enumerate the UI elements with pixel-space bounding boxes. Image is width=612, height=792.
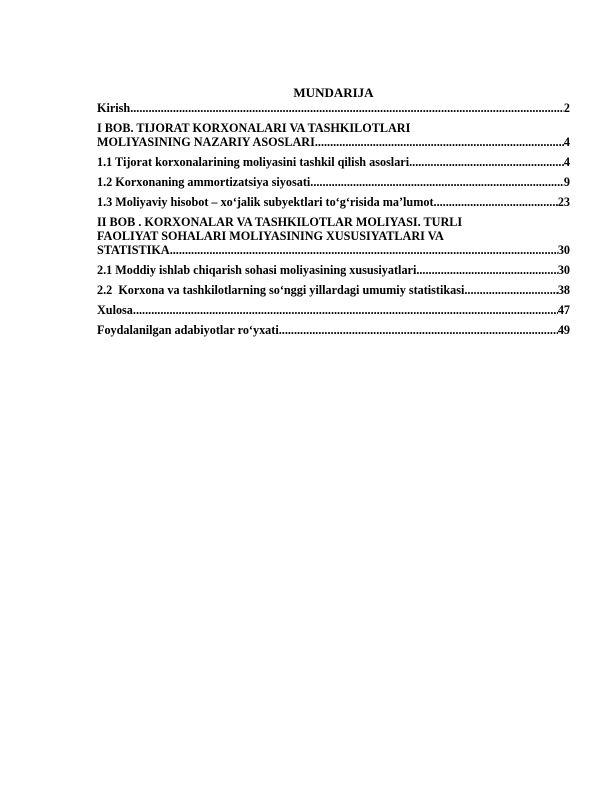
dot-leader	[416, 263, 557, 277]
toc-entry-references[interactable]	[97, 323, 570, 337]
toc-entry-label: Foydalanilgan adabiyotlar ro‘yxati	[97, 323, 279, 337]
toc-entry-label: 1.2 Korxonaning ammortizatsiya siyosati	[97, 175, 311, 189]
toc-entry-label: STATISTIKA	[97, 243, 170, 257]
toc-entry-section-1-3[interactable]	[97, 195, 570, 209]
toc-page-number: 38	[557, 283, 570, 297]
dot-leader	[409, 155, 564, 169]
dot-leader	[310, 175, 564, 189]
toc-entry-section-2-2[interactable]	[97, 283, 570, 297]
toc-entry-label: 2.1 Moddiy ishlab chiqarish sohasi moliyasining xususiyatlari	[97, 263, 417, 277]
toc-page-number: 49	[557, 323, 570, 337]
toc-entry-label: MOLIYASINING NAZARIY ASOSLARI	[97, 135, 315, 149]
toc-line	[97, 155, 570, 169]
toc-entry-introduction[interactable]	[97, 101, 570, 115]
toc-page-number: 4	[563, 135, 570, 149]
toc-page-number: 30	[557, 263, 570, 277]
toc-entry-section-1-1[interactable]	[97, 155, 570, 169]
table-of-contents	[97, 85, 570, 343]
dot-leader	[133, 303, 558, 317]
toc-entry-label-line: FAOLIYAT SOHALARI MOLIYASINING XUSUSIYATLARI VA	[97, 229, 444, 243]
toc-line	[97, 101, 570, 115]
toc-line	[97, 135, 570, 149]
toc-page-number: 23	[557, 195, 570, 209]
dot-leader	[130, 101, 564, 115]
toc-entry-label: 1.1 Tijorat korxonalarining moliyasini tashkil qilish asoslari	[97, 155, 410, 169]
toc-entry-label-line: II BOB . KORXONALAR VA TASHKILOTLAR MOLIYASI. TURLI	[97, 215, 463, 229]
toc-line	[97, 175, 570, 189]
toc-line	[97, 283, 570, 297]
toc-page-number: 30	[557, 243, 570, 257]
toc-page-number: 47	[557, 303, 570, 317]
toc-line	[97, 195, 570, 209]
toc-entry-section-2-1[interactable]	[97, 263, 570, 277]
toc-line	[97, 323, 570, 337]
dot-leader	[434, 195, 558, 209]
dot-leader	[315, 135, 564, 149]
toc-entry-conclusion[interactable]	[97, 303, 570, 317]
toc-entry-chapter-1[interactable]	[97, 121, 570, 149]
dot-leader	[279, 323, 558, 337]
toc-line	[97, 263, 570, 277]
toc-entry-label: 2.2 Korxona va tashkilotlarning so‘nggi yillardagi umumiy statistikasi	[97, 283, 465, 297]
toc-page-number: 2	[563, 101, 570, 115]
toc-line	[97, 303, 570, 317]
toc-title: MUNDARIJA	[293, 85, 374, 100]
toc-page-number: 9	[563, 175, 570, 189]
dot-leader	[464, 283, 557, 297]
toc-entry-label: 1.3 Moliyaviy hisobot – xo‘jalik subyektlari to‘g‘risida ma’lumot	[97, 195, 434, 209]
toc-entry-label: Xulosa	[97, 303, 133, 317]
toc-entry-section-1-2[interactable]	[97, 175, 570, 189]
toc-line	[97, 243, 570, 257]
toc-page-number: 4	[563, 155, 570, 169]
dot-leader	[170, 243, 558, 257]
toc-entry-chapter-2[interactable]	[97, 215, 570, 257]
toc-entry-label: Kirish	[97, 101, 131, 115]
toc-entry-label-line: I BOB. TIJORAT KORXONALARI VA TASHKILOTLARI	[97, 121, 411, 135]
